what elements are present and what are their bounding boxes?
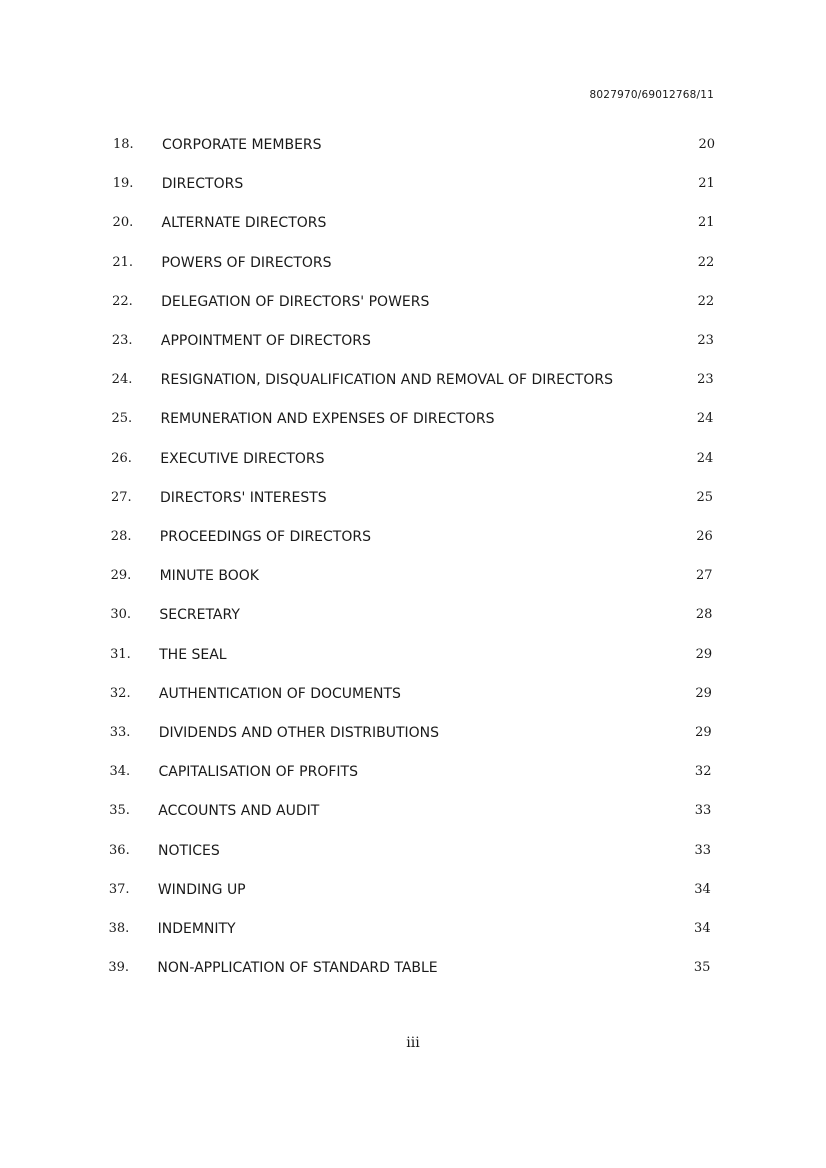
toc-entry-title: MINUTE BOOK — [159, 568, 259, 585]
toc-entry-title: ALTERNATE DIRECTORS — [161, 215, 327, 232]
toc-entry — [0, 170, 826, 198]
toc-entry — [0, 876, 826, 904]
toc-entry-title: DELEGATION OF DIRECTORS' POWERS — [161, 293, 430, 310]
toc-entry-page: 26 — [696, 529, 713, 544]
toc-entry-number: 38. — [108, 921, 130, 936]
toc-entry — [0, 327, 826, 355]
toc-entry-title: CORPORATE MEMBERS — [162, 137, 322, 153]
toc-entry-number: 23. — [111, 333, 133, 348]
toc-entry-page: 33 — [694, 842, 712, 858]
table-of-contents — [0, 131, 826, 991]
toc-entry — [0, 366, 826, 394]
toc-entry-title: CAPITALISATION OF PROFITS — [158, 764, 358, 781]
toc-entry-title: DIRECTORS — [161, 176, 244, 193]
toc-entry-number: 24. — [111, 372, 133, 388]
toc-entry-page: 28 — [695, 607, 713, 623]
toc-entry-page: 23 — [697, 333, 714, 348]
toc-entry-title: NON-APPLICATION OF STANDARD TABLE — [157, 960, 438, 977]
toc-entry-title: PROCEEDINGS OF DIRECTORS — [159, 529, 371, 545]
toc-entry — [0, 797, 826, 825]
toc-entry-number: 19. — [112, 176, 134, 192]
toc-entry-page: 29 — [695, 725, 712, 740]
toc-entry-number: 26. — [111, 450, 132, 466]
toc-entry-page: 34 — [694, 881, 711, 897]
toc-entry — [0, 915, 826, 943]
toc-entry-title: NOTICES — [158, 842, 220, 859]
toc-entry — [0, 954, 826, 982]
toc-entry-page: 29 — [695, 646, 713, 662]
toc-entry-title: ACCOUNTS AND AUDIT — [158, 803, 320, 820]
toc-entry-number: 21. — [112, 254, 134, 270]
toc-entry-page: 21 — [698, 176, 715, 192]
toc-entry-page: 35 — [693, 960, 711, 976]
toc-entry-title: DIRECTORS' INTERESTS — [160, 489, 327, 506]
toc-entry-number: 39. — [108, 960, 130, 976]
toc-entry-page: 22 — [697, 293, 715, 309]
page-number: iii — [406, 1035, 420, 1051]
toc-entry — [0, 719, 826, 747]
toc-entry-number: 30. — [110, 607, 132, 623]
toc-entry-number: 36. — [109, 842, 130, 858]
toc-entry-page: 27 — [696, 568, 713, 584]
toc-entry-number: 20. — [112, 215, 134, 231]
toc-entry — [0, 288, 826, 316]
toc-entry — [0, 249, 826, 277]
toc-entry-number: 31. — [110, 646, 131, 662]
toc-entry-page: 25 — [696, 489, 714, 505]
toc-entry — [0, 484, 826, 512]
toc-entry — [0, 209, 826, 237]
toc-entry-page: 24 — [696, 411, 714, 427]
toc-entry-title: POWERS OF DIRECTORS — [161, 254, 332, 271]
document-reference: 8027970/69012768/11 — [589, 89, 714, 101]
toc-entry-page: 24 — [696, 450, 714, 466]
toc-entry-number: 34. — [109, 764, 131, 780]
toc-entry — [0, 405, 826, 433]
toc-entry-title: APPOINTMENT OF DIRECTORS — [160, 333, 371, 349]
toc-entry-title: AUTHENTICATION OF DOCUMENTS — [158, 685, 401, 702]
toc-entry-title: DIVIDENDS AND OTHER DISTRIBUTIONS — [158, 725, 440, 741]
toc-entry-number: 25. — [111, 411, 133, 427]
toc-entry-page: 23 — [697, 372, 714, 388]
toc-entry-page: 29 — [695, 685, 712, 701]
toc-entry-number: 35. — [109, 803, 130, 819]
toc-entry-page: 34 — [694, 921, 711, 936]
toc-entry-page: 21 — [698, 215, 715, 231]
toc-entry — [0, 131, 826, 159]
toc-entry-number: 22. — [112, 293, 133, 309]
toc-entry — [0, 601, 826, 629]
toc-entry-title: SECRETARY — [159, 607, 240, 624]
toc-entry-number: 33. — [109, 725, 131, 740]
toc-entry-number: 28. — [110, 529, 132, 544]
toc-entry — [0, 523, 826, 551]
toc-entry-page: 20 — [698, 137, 715, 152]
toc-entry-page: 32 — [694, 764, 712, 780]
toc-entry-title: EXECUTIVE DIRECTORS — [160, 450, 325, 467]
toc-entry — [0, 445, 826, 473]
toc-entry-title: RESIGNATION, DISQUALIFICATION AND REMOVAL OF DIRECTORS — [160, 372, 613, 389]
toc-entry — [0, 758, 826, 786]
toc-entry — [0, 837, 826, 865]
toc-entry — [0, 641, 826, 669]
toc-entry-page: 33 — [694, 803, 712, 819]
toc-entry-number: 27. — [111, 489, 132, 505]
toc-entry-title: REMUNERATION AND EXPENSES OF DIRECTORS — [160, 411, 495, 428]
toc-entry-number: 29. — [110, 568, 132, 584]
toc-entry-page: 22 — [697, 254, 715, 270]
toc-entry-title: INDEMNITY — [157, 921, 236, 937]
toc-entry-number: 32. — [109, 685, 131, 701]
toc-entry-number: 37. — [108, 881, 130, 897]
toc-entry-title: THE SEAL — [159, 646, 227, 663]
toc-entry-title: WINDING UP — [157, 881, 246, 898]
toc-entry — [0, 562, 826, 590]
toc-entry — [0, 680, 826, 708]
toc-entry-number: 18. — [113, 137, 134, 152]
